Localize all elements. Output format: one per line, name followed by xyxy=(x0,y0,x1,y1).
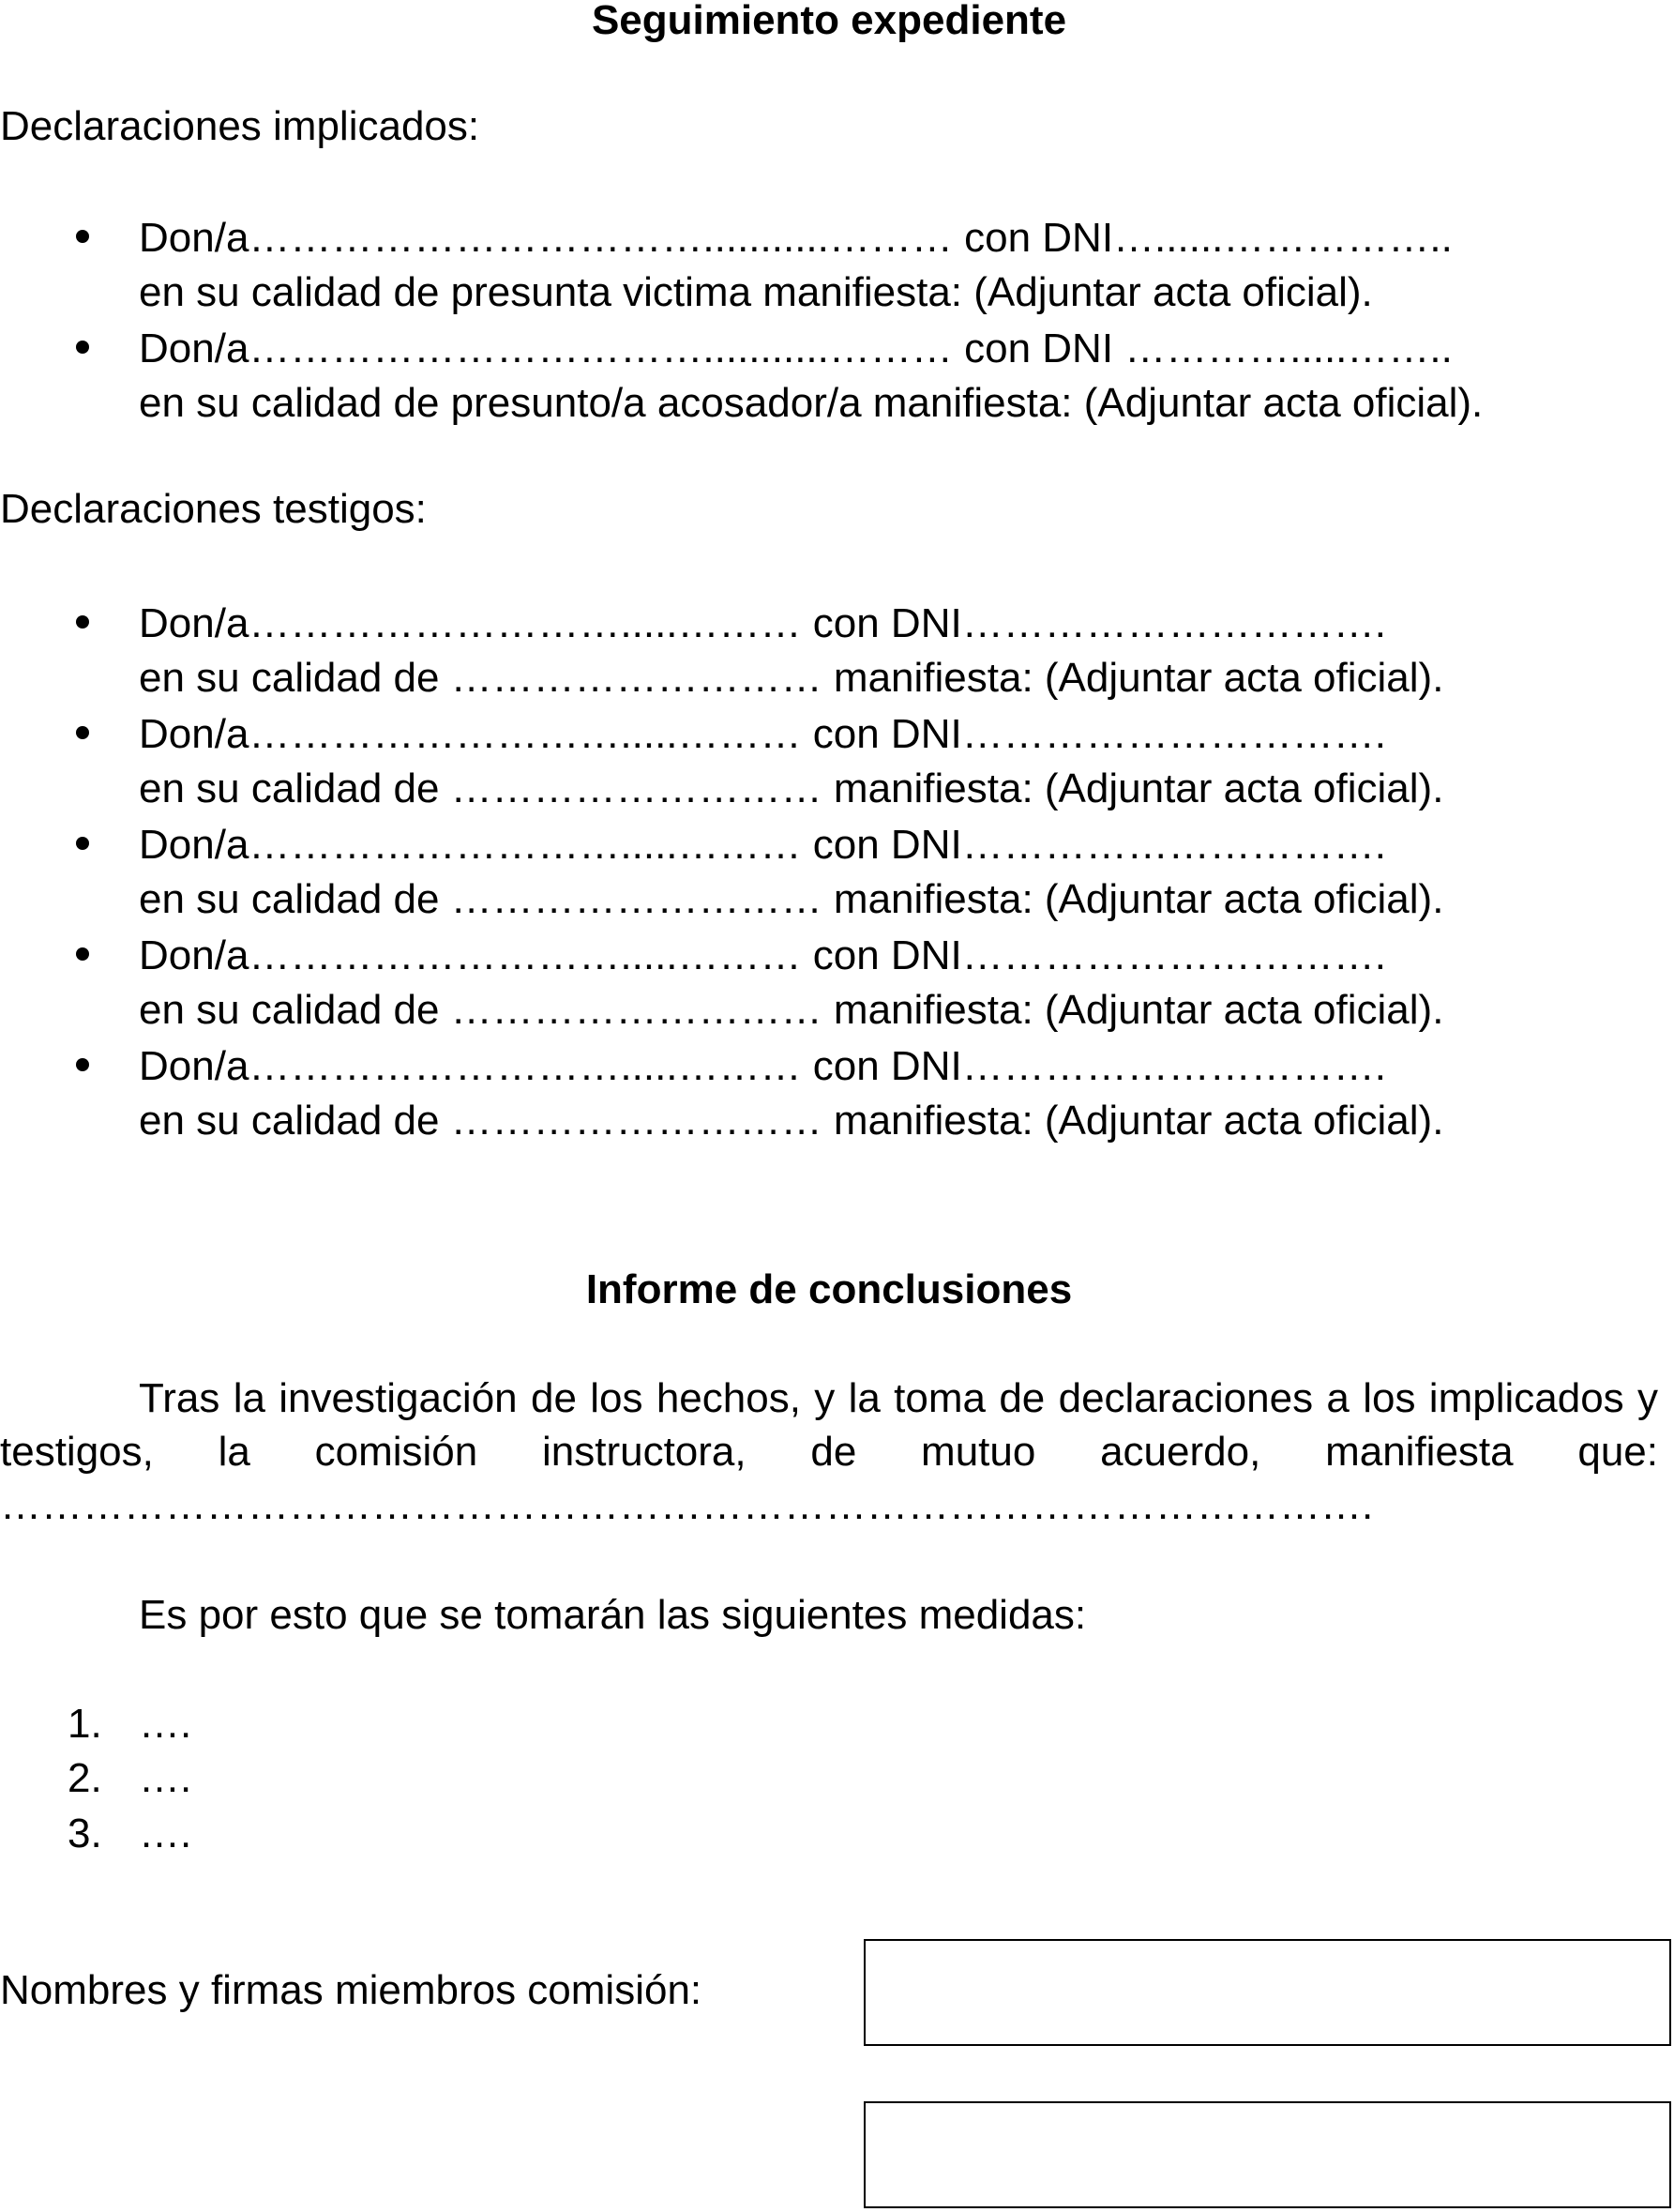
implicado-line1: Don/a……………………………...........……… con DNI…......…………….. xyxy=(139,215,1453,261)
testigo-line1: Don/a……………………….....……… con DNI…………………………. xyxy=(139,1043,1386,1089)
testigo-line2: en su calidad de ……………………… manifiesta: (Adjuntar acta oficial). xyxy=(139,1098,1444,1144)
testigo-line2: en su calidad de ……………………… manifiesta: (Adjuntar acta oficial). xyxy=(139,655,1444,701)
implicado-item xyxy=(0,210,1674,321)
conclusiones-paragraph-text: Tras la investigación de los hechos, y la toma de declaraciones a los implicados y testigos, la comisión instructora, de mutuo acuerdo, manifiesta que: ………………………………………………………………………………………. xyxy=(0,1375,1658,1528)
firmas-label: Nombres y firmas miembros comisión: xyxy=(0,1967,702,2013)
medida-item xyxy=(0,1701,375,1747)
testigo-line2: en su calidad de ……………………… manifiesta: (Adjuntar acta oficial). xyxy=(139,765,1444,811)
medida-text: …. xyxy=(139,1755,192,1801)
medida-number: 1. xyxy=(68,1701,102,1747)
conclusiones-title: Informe de conclusiones xyxy=(585,1266,1073,1312)
implicado-item xyxy=(0,321,1674,432)
testigo-line2: en su calidad de ……………………… manifiesta: (Adjuntar acta oficial). xyxy=(139,987,1444,1033)
signature-box[interactable] xyxy=(864,2101,1671,2208)
medida-item xyxy=(0,1813,375,1855)
implicado-line2: en su calidad de presunto/a acosador/a manifiesta: (Adjuntar acta oficial). xyxy=(139,380,1484,426)
bullet-icon xyxy=(76,615,89,629)
medida-number: 3. xyxy=(68,1811,102,1856)
medida-item xyxy=(0,1755,375,1801)
testigo-line1: Don/a……………………….....……… con DNI…………………………. xyxy=(139,711,1386,757)
conclusiones-paragraph xyxy=(0,1371,1658,1532)
testigo-item xyxy=(0,706,1674,817)
medida-text: …. xyxy=(139,1811,192,1856)
bullet-icon xyxy=(76,1058,89,1071)
testigo-line1: Don/a……………………….....……… con DNI…………………………. xyxy=(139,932,1386,978)
testigo-line2: en su calidad de ……………………… manifiesta: (Adjuntar acta oficial). xyxy=(139,876,1444,922)
testigo-item xyxy=(0,817,1674,928)
testigo-item xyxy=(0,1038,1674,1149)
bullet-icon xyxy=(76,341,89,354)
bullet-icon xyxy=(76,947,89,961)
testigo-item xyxy=(0,596,1674,706)
implicado-line2: en su calidad de presunta victima manifiesta: (Adjuntar acta oficial). xyxy=(139,269,1373,315)
testigo-line1: Don/a……………………….....……… con DNI…………………………. xyxy=(139,600,1386,646)
implicados-heading: Declaraciones implicados: xyxy=(0,103,480,149)
medida-number: 2. xyxy=(68,1755,102,1801)
testigo-item xyxy=(0,928,1674,1038)
signature-box[interactable] xyxy=(864,1939,1671,2046)
medida-text: …. xyxy=(139,1701,192,1747)
medidas-intro: Es por esto que se tomarán las siguientes medidas: xyxy=(139,1592,1087,1638)
implicado-line1: Don/a……………………………...........……… con DNI ………….....…….. xyxy=(139,326,1453,371)
bullet-icon xyxy=(76,837,89,850)
bullet-icon xyxy=(76,230,89,243)
testigos-heading: Declaraciones testigos: xyxy=(0,486,427,532)
document-title: Seguimiento expediente xyxy=(591,0,1067,43)
bullet-icon xyxy=(76,726,89,739)
testigo-line1: Don/a……………………….....……… con DNI…………………………. xyxy=(139,822,1386,868)
